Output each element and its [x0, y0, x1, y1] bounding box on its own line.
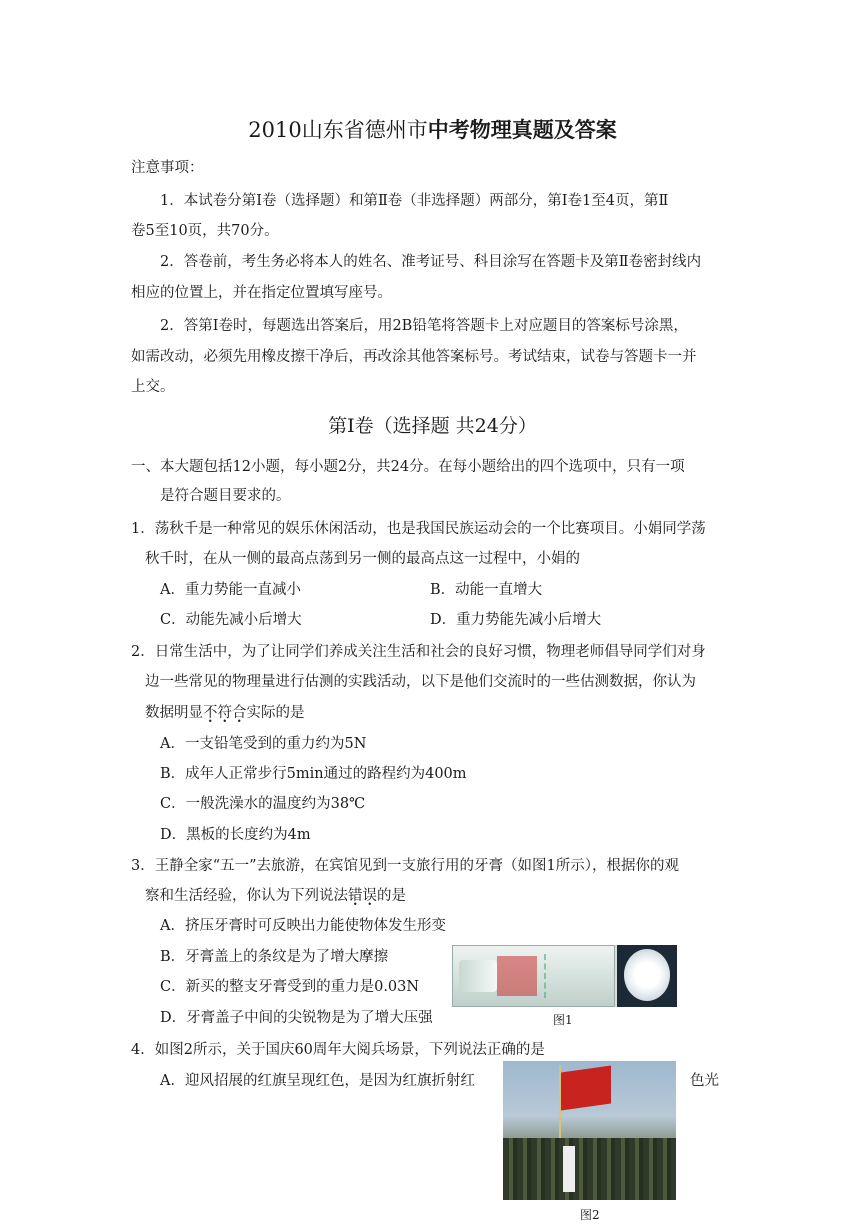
q1-option-b: B．动能一直增大 — [430, 582, 543, 598]
tube-label-area — [544, 954, 606, 998]
q2-stem-line-1: 2．日常生活中，为了让同学们养成关注生活和社会的良好习惯，物理老师倡导同学们对身 — [131, 644, 706, 660]
q3-stem-line-2 — [145, 886, 406, 906]
notice-1-line-2: 卷5至10页，共70分。 — [131, 223, 279, 239]
toothpaste-tube-image — [452, 945, 615, 1007]
q2-stem-line-3 — [145, 703, 305, 723]
red-flag — [561, 1065, 611, 1110]
q3-stem-line-1: 3．王静全家“五一”去旅游，在宾馆见到一支旅行用的牙膏（如图1所示），根据你的观 — [131, 858, 680, 874]
figure-1-caption: 图1 — [553, 1013, 573, 1027]
q2-option-b: B．成年人正常步行5min通过的路程约为400m — [160, 766, 467, 782]
q3-emphasis-2: 误 — [362, 888, 377, 904]
page-title — [0, 116, 865, 144]
q1-stem-line-2: 秋千时，在从一侧的最高点荡到另一侧的最高点这一过程中，小娟的 — [145, 551, 580, 567]
notice-heading: 注意事项： — [131, 160, 204, 176]
q4-option-a-pre: A．迎风招展的红旗呈现红色，是因为红旗折射红 — [160, 1073, 475, 1089]
q3-stem-line-2-pre: 察和生活经验，你认为下列说法 — [145, 888, 348, 904]
q3-emphasis-1: 错 — [348, 888, 363, 904]
flag-bearer — [563, 1146, 575, 1192]
title-bold: 中考物理真题及答案 — [427, 117, 617, 142]
figure-1-toothpaste-photo — [452, 945, 677, 1007]
q1-option-a: A．重力势能一直减小 — [160, 582, 301, 598]
q2-emphasis-1: 不 — [203, 705, 218, 721]
q1-option-c: C．动能先减小后增大 — [160, 612, 302, 628]
q2-emphasis-2: 符 — [217, 705, 232, 721]
tube-red-band — [497, 956, 537, 996]
q2-option-c: C．一般洗澡水的温度约为38℃ — [160, 796, 366, 812]
notice-2-line-1: 2．答卷前，考生务必将本人的姓名、准考证号、科目涂写在答题卡及第Ⅱ卷密封线内 — [160, 254, 702, 270]
notice-1-line-1: 1．本试卷分第Ⅰ卷（选择题）和第Ⅱ卷（非选择题）两部分，第Ⅰ卷1至4页，第Ⅱ — [160, 193, 669, 209]
tube-cap-shape — [459, 960, 497, 992]
q1-option-d: D．重力势能先减小后增大 — [430, 612, 602, 628]
notice-3-line-3: 上交。 — [131, 379, 175, 395]
section-title: 第Ⅰ卷（选择题 共24分） — [328, 415, 537, 437]
q3-option-c: C．新买的整支牙膏受到的重力是0.03N — [160, 979, 420, 995]
q1-stem-line-1: 1．荡秋千是一种常见的娱乐休闲活动，也是我国民族运动会的一个比赛项目。小娟同学荡 — [131, 521, 706, 537]
cap-ring — [624, 949, 670, 1001]
q2-option-a: A．一支铅笔受到的重力约为5N — [160, 736, 367, 752]
q2-option-d: D．黑板的长度约为4m — [160, 827, 311, 843]
part-intro-line-2: 是符合题目要求的。 — [160, 488, 291, 504]
q2-emphasis-3: 合 — [232, 705, 247, 721]
q3-option-d: D．牙膏盖子中间的尖锐物是为了增大压强 — [160, 1010, 433, 1026]
notice-3-line-2: 如需改动，必须先用橡皮擦干净后，再改涂其他答案标号。考试结束，试卷与答题卡一并 — [131, 349, 697, 365]
figure-2-caption: 图2 — [580, 1208, 600, 1222]
part-intro-line-1: 一、本大题包括12小题，每小题2分，共24分。在每小题给出的四个选项中，只有一项 — [131, 459, 685, 475]
notice-2-line-2: 相应的位置上，并在指定位置填写座号。 — [131, 285, 392, 301]
q4-stem-line-1: 4．如图2所示，关于国庆60周年大阅兵场景，下列说法正确的是 — [131, 1042, 545, 1058]
q3-option-a: A．挤压牙膏时可反映出力能使物体发生形变 — [160, 918, 446, 934]
marching-troops — [503, 1138, 676, 1200]
title-prefix: 2010山东省德州市 — [248, 118, 428, 142]
q2-stem-line-3-post: 实际的是 — [246, 705, 305, 721]
notice-3-line-1: 2．答第Ⅰ卷时，每题选出答案后，用2B铅笔将答题卡上对应题目的答案标号涂黑， — [160, 318, 688, 334]
toothpaste-cap-image — [617, 945, 677, 1007]
figure-2-parade-photo — [503, 1061, 676, 1200]
q4-option-a-post: 色光 — [690, 1073, 719, 1089]
q2-stem-line-3-pre: 数据明显 — [145, 705, 203, 721]
q2-stem-line-2: 边一些常见的物理量进行估测的实践活动，以下是他们交流时的一些估测数据，你认为 — [145, 674, 696, 690]
q3-option-b: B．牙膏盖上的条纹是为了增大摩擦 — [160, 949, 389, 965]
q3-stem-line-2-post: 的是 — [377, 888, 406, 904]
